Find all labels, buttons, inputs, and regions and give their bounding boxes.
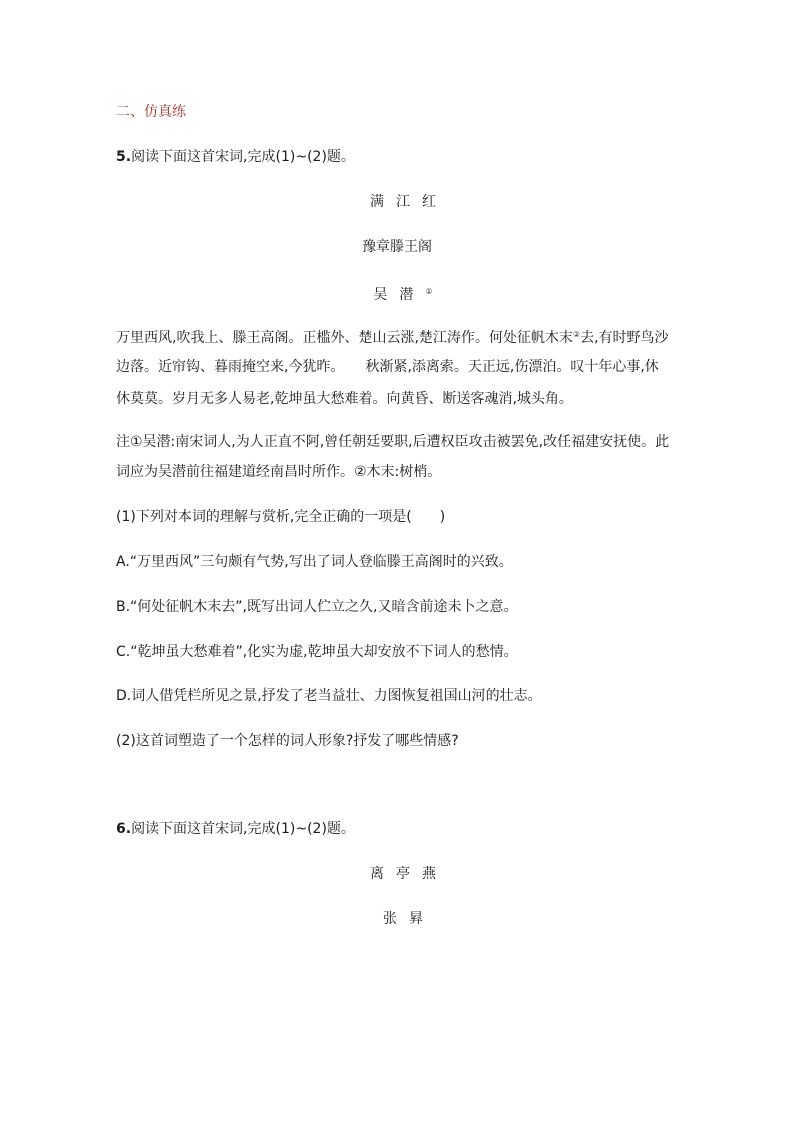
sub-question-2: (2)这首词塑造了一个怎样的词人形象?抒发了哪些情感? [116, 733, 459, 749]
question-6-prompt [116, 819, 355, 839]
poem-author [0, 282, 794, 305]
option-d: D.词人借凭栏所见之景,抒发了老当益壮、力图恢复祖国山河的壮志。 [116, 688, 542, 704]
poem-title: 满江红 [370, 194, 448, 210]
author-name: 吴潜 [373, 287, 426, 303]
option-a: A.“万里西风”三句颇有气势,写出了词人登临滕王高阁时的兴致。 [116, 554, 513, 570]
footnote-mark: ① [425, 287, 433, 296]
question-number: 6. [116, 821, 132, 837]
poem-subtitle: 豫章滕王阁 [362, 239, 432, 255]
sub-question-1: (1)下列对本词的理解与赏析,完全正确的一项是( ) [116, 509, 446, 525]
question-number: 5. [116, 149, 132, 165]
poem-title: 离亭燕 [370, 866, 448, 882]
poem-author: 张昪 [383, 911, 435, 927]
footnote-mark: ② [572, 330, 581, 339]
note-line-1: 注①吴潜:南宋词人,为人正直不阿,曾任朝廷要职,后遭权臣攻击被罢免,改任福建安抚使。此 [116, 434, 670, 450]
option-b: B.“何处征帆木末去”,既写出词人伫立之久,又暗含前途未卜之意。 [116, 599, 518, 615]
section-heading: 二、仿真练 [116, 104, 186, 120]
poem-body-line-2: 边落。近帘钩、暮雨掩空来,今犹昨。 秋渐紧,添离索。天正远,伤漂泊。叹十年心事,休 [116, 359, 659, 375]
poem-text: 万里西风,吹我上、滕王高阁。正槛外、楚山云涨,楚江涛作。何处征帆木末 [116, 330, 573, 346]
poem-body-line-1 [116, 325, 669, 348]
note-line-2: 词应为吴潜前往福建道经南昌时所作。②木末:树梢。 [116, 464, 442, 480]
poem-text: 去,有时野鸟沙 [580, 330, 669, 346]
question-prompt-text: 阅读下面这首宋词,完成(1)~(2)题。 [131, 149, 355, 165]
question-prompt-text: 阅读下面这首宋词,完成(1)~(2)题。 [131, 821, 355, 837]
poem-body-line-3: 休莫莫。岁月无多人易老,乾坤虽大愁难着。向黄昏、断送客魂消,城头角。 [116, 391, 573, 407]
option-c: C.“乾坤虽大愁难着”,化实为虚,乾坤虽大却安放不下词人的愁情。 [116, 644, 518, 660]
question-5-prompt [116, 147, 355, 167]
